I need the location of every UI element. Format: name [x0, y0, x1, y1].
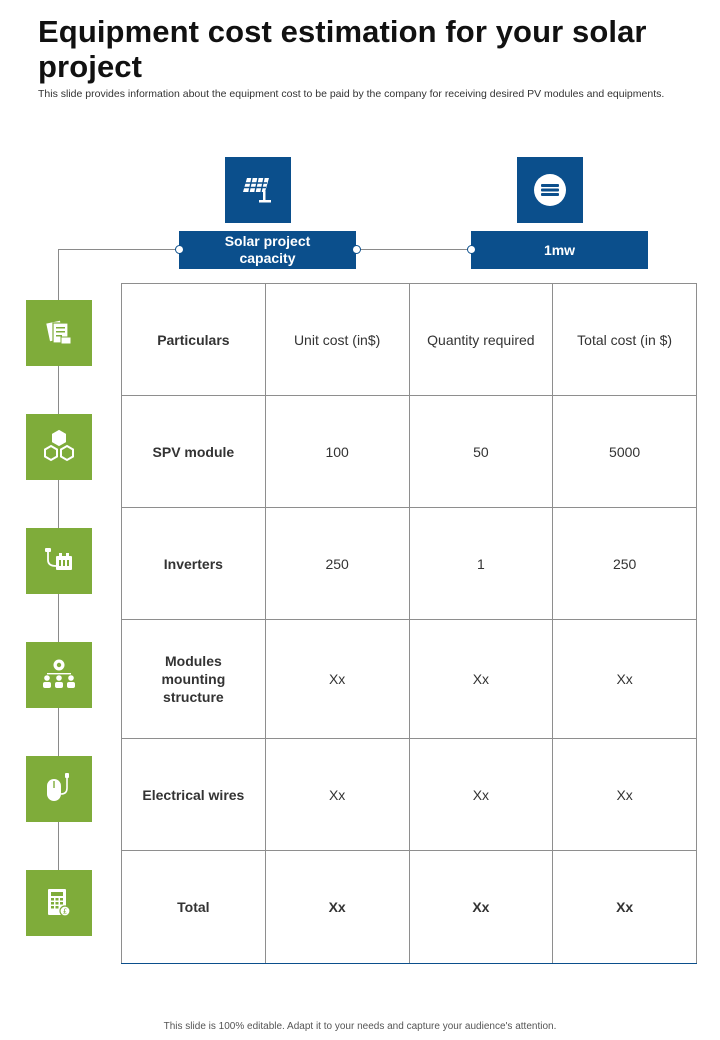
unit-cost-cell: 250 [265, 508, 409, 620]
row-label: Inverters [122, 508, 266, 620]
quantity-cell: Xx [409, 620, 553, 739]
unit-cost-cell: 100 [265, 396, 409, 508]
unit-cost-cell: Xx [265, 739, 409, 851]
table-row [122, 508, 697, 620]
total-cost-cell: Xx [553, 739, 697, 851]
column-header-particulars: Particulars [122, 284, 266, 396]
total-cost-cell: Xx [553, 620, 697, 739]
quantity-cell: Xx [409, 851, 553, 964]
total-cost-cell: 5000 [553, 396, 697, 508]
cost-table [121, 283, 697, 964]
table-row [122, 620, 697, 739]
connector-dot [467, 245, 476, 254]
table-header-row [122, 284, 697, 396]
svg-text:£: £ [62, 907, 68, 916]
table-row [122, 396, 697, 508]
page-title: Equipment cost estimation for your solar project [38, 14, 647, 84]
calculator-sheet-icon [26, 870, 92, 936]
connector-line [58, 249, 180, 250]
capacity-label: Solar project capacity [224, 233, 311, 266]
total-cost-cell: 250 [553, 508, 697, 620]
total-cost-cell: Xx [553, 851, 697, 964]
column-header-unit-cost: Unit cost (in$) [265, 284, 409, 396]
team-gear-icon [26, 642, 92, 708]
quantity-cell: 1 [409, 508, 553, 620]
connector-dot [175, 245, 184, 254]
table-total-row [122, 851, 697, 964]
row-label: Total [122, 851, 266, 964]
quantity-cell: Xx [409, 739, 553, 851]
row-label-text: Modules mounting structure [161, 653, 226, 705]
page-subtitle: This slide provides information about the equipment cost to be paid by the company for receiving desired PV modules and equipments. [38, 88, 665, 100]
connector-dot [352, 245, 361, 254]
capacity-value-box [471, 231, 648, 269]
row-label: Electrical wires [122, 739, 266, 851]
row-label: SPV module [122, 396, 266, 508]
menu-circle-icon [517, 157, 583, 223]
mouse-icon [26, 756, 92, 822]
connector-line [357, 249, 474, 250]
capacity-label-box [179, 231, 356, 269]
column-header-quantity: Quantity required [409, 284, 553, 396]
battery-plug-icon [26, 528, 92, 594]
footer-note: This slide is 100% editable. Adapt it to your needs and capture your audience's attention. [163, 1021, 557, 1032]
column-header-total-cost: Total cost (in $) [553, 284, 697, 396]
unit-cost-cell: Xx [265, 851, 409, 964]
solar-panel-icon [225, 157, 291, 223]
capacity-value: 1mw [543, 241, 576, 258]
quantity-cell: 50 [409, 396, 553, 508]
table-row [122, 739, 697, 851]
documents-icon [26, 300, 92, 366]
row-label [122, 620, 266, 739]
hexagon-cluster-icon [26, 414, 92, 480]
unit-cost-cell: Xx [265, 620, 409, 739]
